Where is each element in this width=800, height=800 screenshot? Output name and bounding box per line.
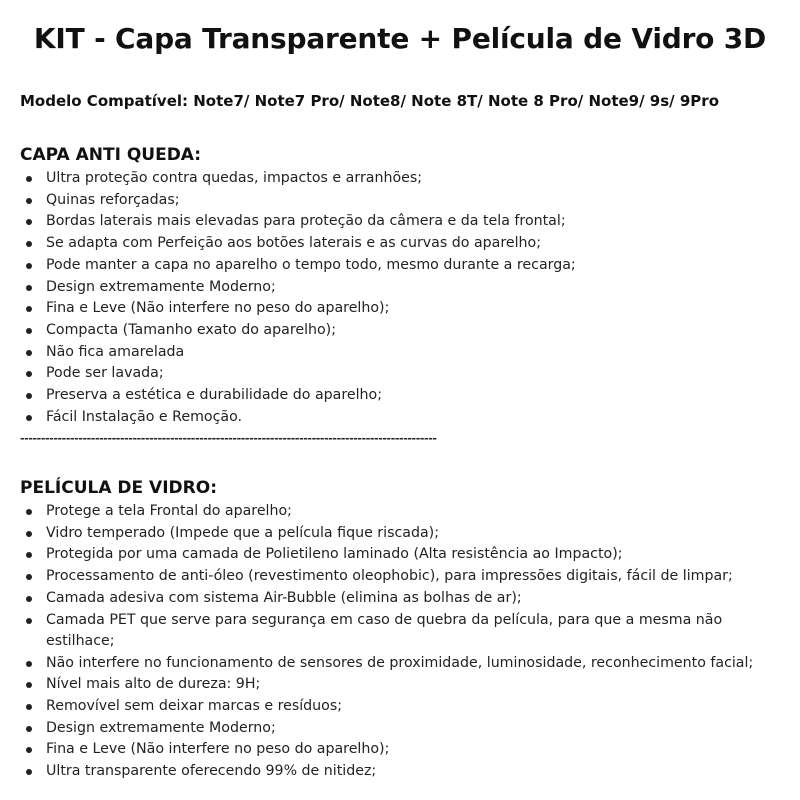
bullet-icon <box>26 661 32 667</box>
list-item <box>20 277 800 299</box>
bullet-icon <box>26 328 32 334</box>
list-item <box>20 255 800 277</box>
list-item-text: Vidro temperado (Impede que a película fique riscada); <box>46 524 439 541</box>
list-item <box>20 211 800 233</box>
list-item <box>20 385 800 407</box>
bullet-icon <box>26 509 32 515</box>
page-title: KIT - Capa Transparente + Película de Vidro 3D <box>33 22 767 55</box>
list-item-text: Fina e Leve (Não interfere no peso do aparelho); <box>46 741 390 758</box>
bullet-icon <box>26 704 32 710</box>
bullet-icon <box>26 618 32 624</box>
list-item <box>20 342 800 364</box>
bullet-icon <box>26 263 32 269</box>
list-item <box>20 190 800 212</box>
list-item <box>20 761 800 783</box>
list-item <box>20 566 800 588</box>
compatible-models-line: Modelo Compatível: Note7/ Note7 Pro/ Note8/ Note 8T/ Note 8 Pro/ Note9/ 9s/ 9Pro <box>20 92 719 110</box>
list-item-text: Pode manter a capa no aparelho o tempo todo, mesmo durante a recarga; <box>46 256 576 273</box>
bullet-icon <box>26 241 32 247</box>
list-item-text: Compacta (Tamanho exato do aparelho); <box>46 321 336 338</box>
bullet-icon <box>26 306 32 312</box>
list-item <box>20 588 800 610</box>
bullet-icon <box>26 726 32 732</box>
list-item <box>20 610 786 653</box>
bullet-icon <box>26 596 32 602</box>
list-item-text: Fina e Leve (Não interfere no peso do aparelho); <box>46 300 390 317</box>
pelicula-section-heading: PELÍCULA DE VIDRO: <box>20 478 217 498</box>
list-item-text: Bordas laterais mais elevadas para proteção da câmera e da tela frontal; <box>46 213 566 230</box>
list-item <box>20 363 800 385</box>
section-divider: ---------------------------------------------------------------------------------------------------- <box>20 432 437 445</box>
bullet-icon <box>26 371 32 377</box>
list-item-text: Quinas reforçadas; <box>46 191 180 208</box>
list-item <box>20 407 800 429</box>
list-item <box>20 653 800 675</box>
list-item-text: Camada adesiva com sistema Air-Bubble (elimina as bolhas de ar); <box>46 589 522 606</box>
bullet-icon <box>26 769 32 775</box>
capa-section-heading: CAPA ANTI QUEDA: <box>20 145 202 165</box>
pelicula-feature-list <box>20 501 800 783</box>
bullet-icon <box>26 350 32 356</box>
list-item <box>20 298 800 320</box>
bullet-icon <box>26 747 32 753</box>
list-item-text: Design extremamente Moderno; <box>46 719 276 736</box>
bullet-icon <box>26 198 32 204</box>
list-item <box>20 544 800 566</box>
list-item-text: Protege a tela Frontal do aparelho; <box>46 503 292 519</box>
list-item <box>20 233 800 255</box>
bullet-icon <box>26 176 32 182</box>
list-item-text: Camada PET que serve para segurança em caso de quebra da película, para que a mesma não estilhace; <box>46 611 723 650</box>
bullet-icon <box>26 285 32 291</box>
list-item-text: Design extremamente Moderno; <box>46 278 276 295</box>
list-item <box>20 168 800 190</box>
bullet-icon <box>26 574 32 580</box>
list-item <box>20 718 800 740</box>
list-item-text: Ultra transparente oferecendo 99% de nitidez; <box>46 763 377 780</box>
bullet-icon <box>26 682 32 688</box>
list-item-text: Nível mais alto de dureza: 9H; <box>46 676 261 693</box>
list-item-text: Não interfere no funcionamento de sensores de proximidade, luminosidade, reconhecimento facial; <box>46 654 754 671</box>
list-item <box>20 523 800 545</box>
bullet-icon <box>26 552 32 558</box>
list-item <box>20 674 800 696</box>
list-item-text: Preserva a estética e durabilidade do aparelho; <box>46 387 383 404</box>
list-item <box>20 739 800 761</box>
capa-feature-list <box>20 168 800 428</box>
bullet-icon <box>26 415 32 421</box>
bullet-icon <box>26 393 32 399</box>
list-item-text: Se adapta com Perfeição aos botões laterais e as curvas do aparelho; <box>46 235 541 252</box>
bullet-icon <box>26 219 32 225</box>
list-item-text: Ultra proteção contra quedas, impactos e arranhões; <box>46 170 423 186</box>
list-item <box>20 696 800 718</box>
bullet-icon <box>26 531 32 537</box>
list-item <box>20 320 800 342</box>
list-item-text: Removível sem deixar marcas e resíduos; <box>46 697 343 714</box>
list-item-text: Processamento de anti-óleo (revestimento oleophobic), para impressões digitais, fácil de limpar; <box>46 568 733 585</box>
list-item-text: Protegida por uma camada de Polietileno laminado (Alta resistência ao Impacto); <box>46 546 623 563</box>
list-item-text: Pode ser lavada; <box>46 365 164 382</box>
list-item-text: Fácil Instalação e Remoção. <box>46 408 243 425</box>
list-item-text: Não fica amarelada <box>46 343 185 360</box>
list-item <box>20 501 800 523</box>
